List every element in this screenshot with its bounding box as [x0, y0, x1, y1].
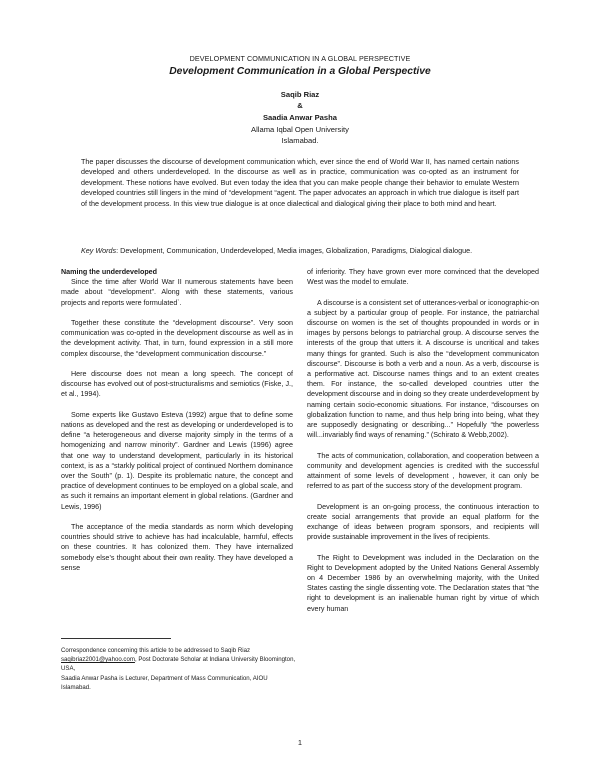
footnote-line-2 [61, 655, 296, 673]
keywords-label: Key Words [81, 246, 117, 255]
right-paragraph-4: Development is an on-going process, the continuous interaction to create social arrangements that provide an equal platform for the exchange of ideas between program sponsors, and recipients will provide sustainable improvement in the lives of recipients. [307, 502, 539, 542]
keywords [81, 246, 541, 255]
paper-title: Development Communication in a Global Perspective [169, 66, 431, 77]
right-paragraph-2: A discourse is a consistent set of utterances-verbal or iconographic-on a subject by a particular group of people. For instance, the patriarchal discourse on women is the set of thoughts propounded in words or in images by persons belongs to patriarchal group. A discourse serves the interests of the group that utters it. A discourse is uncritical and takes many things for granted. Such is also the “development communicaton discourse”. Discourse is both a verb and a noun. As a verb, discourse is a performative act. Discourse names things and to an extent creates them. For instance, the so-called developed countries utter the development discourse and in doing so they create underdevelopment by naming certain socio-economic situations. For instance, “discourses on globalization function to name, and thus help bring into being, what they are supposedly designating or describing...” Hopefully “the powerless will...invariably find ways of renaming.” (Schirato & Webb,2002). [307, 298, 539, 440]
left-paragraph-2: Together these constitute the “development discourse”. Very soon communication was co-opted in the development discourse as well as in the development activity. That, in turn, found expression in a still more complex discourse, the “development communication discourse.” [61, 319, 293, 358]
left-column [61, 267, 293, 583]
author-1: Saqib Riaz [280, 90, 320, 99]
right-paragraph-5: The Right to Development was included in the Declaration on the Right to Development adopted by the United Nations General Assembly on 4 December 1986 by an overwhelming majority, with the United States casting the single dissenting vote. The Declaration states that "the right to development is an inalienable human right by virtue of which every human [307, 553, 539, 613]
running-title: DEVELOPMENT COMMUNICATION IN A GLOBAL PERSPECTIVE [189, 54, 411, 63]
left-paragraph-5: The acceptance of the media standards as norm which developing countries should strive to achieve has had incalculable, harmful, effects on these countries. It has colonized them. They have internalized somebody else’s thought about their own reality. They have developed a sense [61, 523, 293, 572]
right-paragraph-3: The acts of communication, collaboration, and cooperation between a community and development agencies is credited with the successful attainment of some levels of development , however, it can only be referred to as part of the success story of the development program. [307, 451, 539, 491]
footnote-line-3: Saadia Anwar Pasha is Lecturer, Department of Mass Communication, AIOU Islamabad. [61, 674, 268, 691]
footnote-line-1: Correspondence concerning this article to be addressed to Saqib Riaz [61, 647, 251, 654]
affiliation-city: Islamabad. [281, 136, 319, 145]
left-paragraph-3: Here discourse does not mean a long speech. The concept of discourse has evolved out of post-structuralisms and semiotics (Fiske, J., et al., 1994). [61, 370, 293, 399]
footnote-email-link[interactable]: saqibriaz2001@yahoo.com [61, 656, 135, 664]
right-column [307, 267, 539, 624]
footnote-rule [61, 638, 171, 639]
left-paragraph-4: Some experts like Gustavo Esteva (1992) argue that to define some nations as developed and the rest as developing or underdeveloped is to define “a heterogeneous and diverse majority simply in the terms of a homogenizing and narrow minority”. Gardner and Lewis (1996) agree that one way to understand development, particularly in its historical context, is as a “starkly political project of continued Northern dominance over the South” (p. 1). Despite its problematic nature, the concept and practice of development continues to be employed on a global scale, and as such it remains an important element in global relations. (Gardner and Lewis, 1996) [61, 410, 293, 511]
page-number: 1 [297, 738, 303, 747]
author-ampersand: & [297, 101, 303, 110]
footnote-affiliation: , Post Doctorate Scholar at Indiana University Bloomington, USA, [61, 656, 296, 673]
section-heading: Naming the underdeveloped [61, 268, 158, 276]
right-paragraph-1: of inferiority. They have grown ever more convinced that the developed West was the model to emulate. [307, 268, 539, 287]
author-2: Saadia Anwar Pasha [262, 113, 337, 122]
footnote [61, 646, 296, 692]
abstract: The paper discusses the discourse of development communication which, ever since the end of World War II, has named certain nations developed and others underdeveloped. In the discourse as well as in practice, communication was co-opted as an instrument for development. These notions have evolved. But even today the idea that you can make people change their behavior to emulate Western developed countries still lingers in the mind of “development “agent. The paper advocates an approach in which true dialogue is itself part of the development process. In this view true dialogue is at once dialectical and dialogical giving their place to both mind and heart. [81, 157, 519, 208]
left-paragraph-1: Since the time after World War II numerous statements have been made about “development”. Along with these statements, various projects and reports were formulated`. [61, 278, 293, 307]
keywords-text: : Development, Communication, Underdeveloped, Media images, Globalization, Paradigms, Dialogical dialogue. [116, 246, 473, 255]
affiliation: Allama Iqbal Open University [251, 125, 349, 134]
